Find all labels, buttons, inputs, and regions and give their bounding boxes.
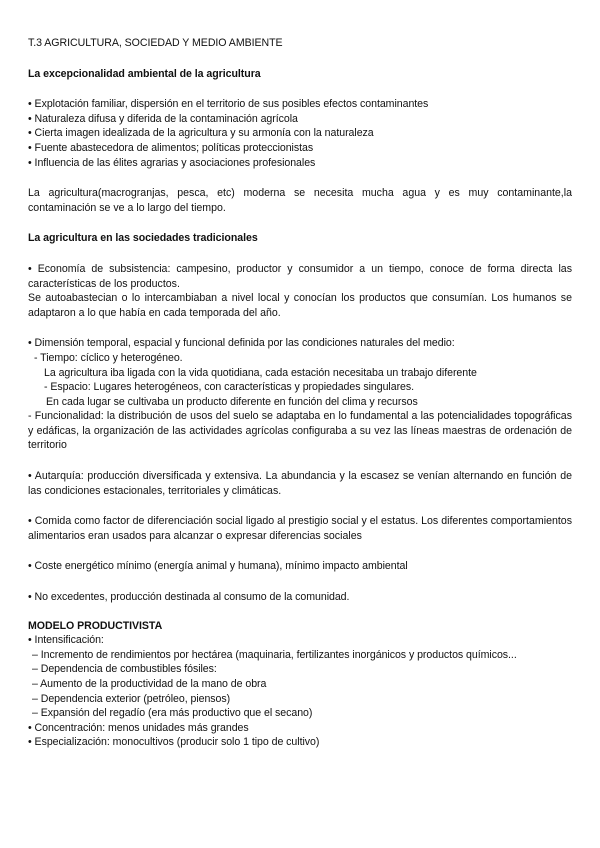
section-heading-excepcionalidad: La excepcionalidad ambiental de la agricultura bbox=[28, 67, 261, 80]
list-item: • Cierta imagen idealizada de la agricultura y su armonía con la naturaleza bbox=[28, 127, 374, 140]
sub-item-productividad: – Aumento de la productividad de la mano de obra bbox=[32, 678, 267, 690]
paragraph-autoabastecian: Se autoabastecian o lo intercambiaban a nivel local y conocían los productos que consumían. Los humanos se adaptaron a lo que había en cada temporada del año. bbox=[28, 292, 572, 319]
paragraph-funcionalidad: - Funcionalidad: la distribución de usos del suelo se adaptaba en lo fundamental a las potencialidades topográficas y edáficas, la organización de las actividades agrícolas configuraba a su vez las líneas maestras de ordenación de territorio bbox=[28, 410, 572, 452]
list-item: • Explotación familiar, dispersión en el territorio de sus posibles efectos contaminantes bbox=[28, 98, 429, 111]
bullet-intensificacion: • Intensificación: bbox=[28, 634, 104, 647]
bullet-coste: • Coste energético mínimo (energía animal y humana), mínimo impacto ambiental bbox=[28, 560, 408, 573]
bullet-concentracion: • Concentración: menos unidades más grandes bbox=[28, 721, 249, 734]
document-title: T.3 AGRICULTURA, SOCIEDAD Y MEDIO AMBIENTE bbox=[28, 37, 283, 49]
sub-item-regadio: – Expansión del regadío (era más productivo que el secano) bbox=[32, 707, 313, 720]
sub-item-dependencia: – Dependencia exterior (petróleo, piensos) bbox=[32, 692, 231, 705]
bullet-dimension: • Dimensión temporal, espacial y funcional definida por las condiciones naturales del medio: bbox=[28, 337, 455, 350]
sub-item-espacio-detail: En cada lugar se cultivaba un producto diferente en función del clima y recursos bbox=[46, 395, 418, 408]
bullet-excedentes: • No excedentes, producción destinada al consumo de la comunidad. bbox=[28, 591, 350, 604]
sub-item-tiempo: - Tiempo: cíclico y heterogéneo. bbox=[34, 351, 183, 364]
bullet-list-excepcionalidad bbox=[28, 97, 572, 170]
document-page bbox=[28, 36, 572, 750]
sub-item-tiempo-detail: La agricultura iba ligada con la vida quotidiana, cada estación necesitaba un trabajo diferente bbox=[44, 366, 477, 379]
section-heading-tradicionales: La agricultura en las sociedades tradicionales bbox=[28, 232, 258, 245]
sub-item-rendimientos: – Incremento de rendimientos por hectárea (maquinaria, fertilizantes inorgánicos y productos químicos... bbox=[32, 648, 517, 661]
list-item: • Naturaleza difusa y diferida de la contaminación agrícola bbox=[28, 112, 298, 125]
paragraph-agricultura-moderna: La agricultura(macrogranjas, pesca, etc) moderna se necesita mucha agua y es muy contaminante,la contaminación se ve a lo largo del tiempo. bbox=[28, 187, 572, 214]
list-item: • Fuente abastecedora de alimentos; políticas proteccionistas bbox=[28, 141, 314, 154]
bullet-especializacion: • Especialización: monocultivos (producir solo 1 tipo de cultivo) bbox=[28, 736, 320, 749]
list-item: • Influencia de las élites agrarias y asociaciones profesionales bbox=[28, 156, 316, 169]
section-heading-productivista: MODELO PRODUCTIVISTA bbox=[28, 619, 163, 632]
paragraph-comida: • Comida como factor de diferenciación social ligado al prestigio social y el estatus. Los diferentes comportamientos alimentarios eran usados para alcanzar o expresar diferencias sociales bbox=[28, 515, 572, 542]
sub-item-espacio: - Espacio: Lugares heterogéneos, con características y propiedades singulares. bbox=[44, 381, 415, 394]
sub-item-combustibles: – Dependencia de combustibles fósiles: bbox=[32, 663, 217, 676]
paragraph-economia-subsistencia: • Economía de subsistencia: campesino, productor y consumidor a un tiempo, conoce de forma directa las características de los productos. bbox=[28, 262, 572, 290]
paragraph-autarquia: • Autarquía: producción diversificada y extensiva. La abundancia y la escasez se venían alternando en función de las condiciones estacionales, territoriales y climáticas. bbox=[28, 470, 572, 497]
